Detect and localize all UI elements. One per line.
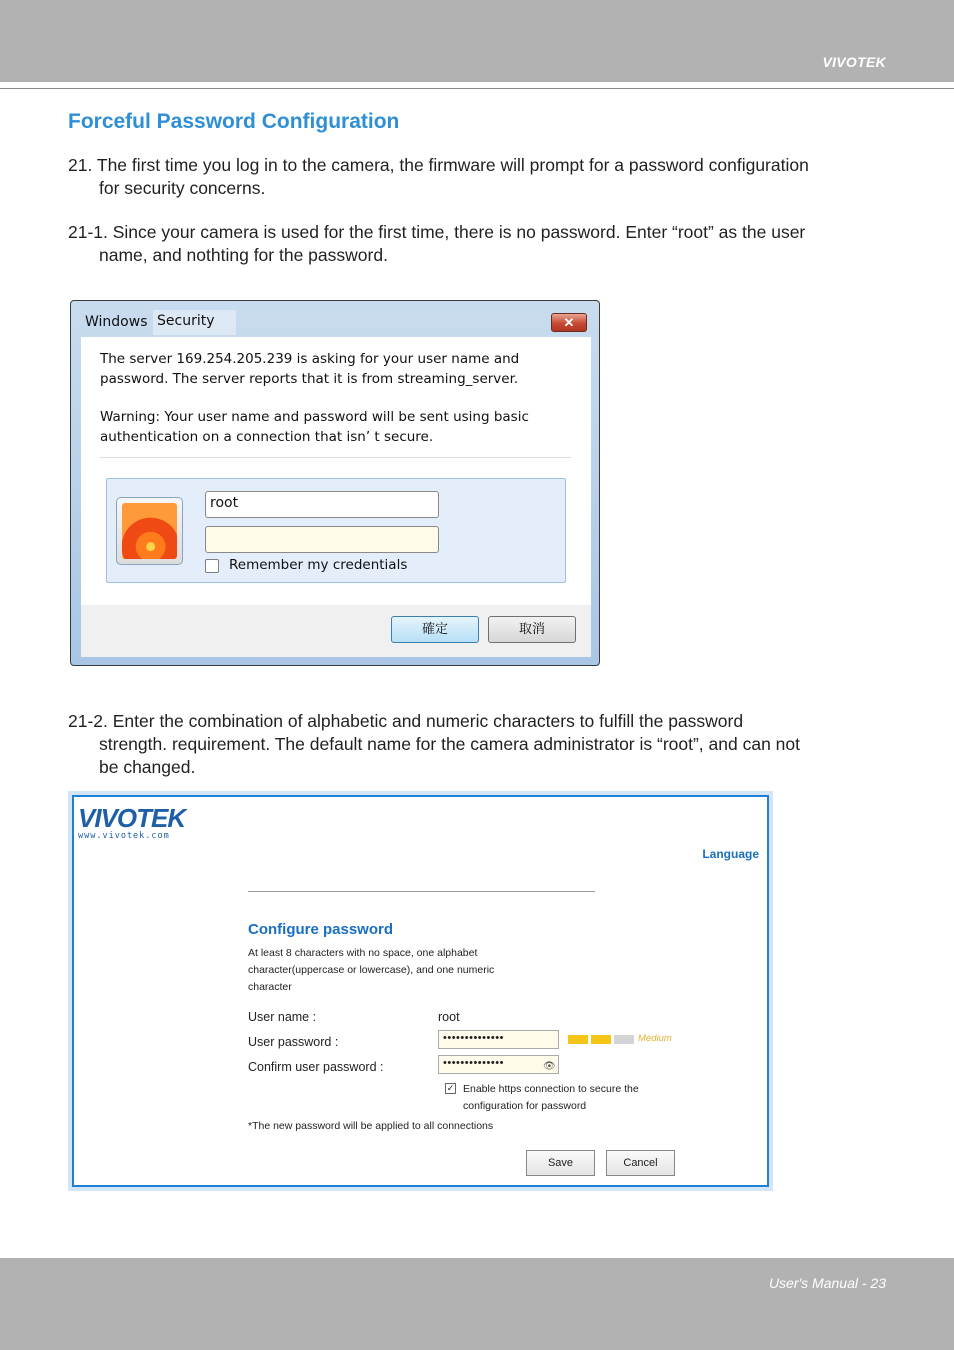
footer-band bbox=[0, 1258, 954, 1350]
dialog-title-security: Security bbox=[153, 310, 236, 335]
https-label bbox=[463, 1081, 653, 1115]
user-name-value: root bbox=[438, 1010, 460, 1024]
remember-label: Remember my credentials bbox=[229, 557, 408, 573]
requirements-line-3: character bbox=[248, 981, 292, 993]
page-number: User's Manual - 23 bbox=[768, 1275, 886, 1291]
header-brand: VIVOTEK bbox=[822, 54, 886, 70]
user-name-label: User name : bbox=[248, 1010, 317, 1024]
paragraph-21-1 bbox=[68, 221, 886, 267]
cancel-button[interactable]: 取消 bbox=[488, 616, 576, 643]
windows-security-dialog bbox=[70, 300, 600, 666]
strength-bar-1 bbox=[568, 1035, 588, 1044]
paragraph-21-1-cont: name, and nothting for the password. bbox=[99, 245, 388, 265]
strength-label: Medium bbox=[638, 1033, 672, 1044]
configure-password-title: Configure password bbox=[248, 921, 394, 938]
requirements-line-2: character(uppercase or lowercase), and one numeric bbox=[248, 964, 495, 976]
vivotek-logo-url: www.vivotek.com bbox=[78, 831, 170, 841]
confirm-password-input[interactable]: •••••••••••••• bbox=[438, 1055, 559, 1074]
vivotek-logo-mark: VIVOTEK bbox=[78, 803, 186, 833]
https-label-line-2: configuration for password bbox=[463, 1100, 587, 1112]
dialog-message-line-2: password. The server reports that it is from streaming_server. bbox=[100, 371, 519, 387]
save-button[interactable]: Save bbox=[526, 1150, 595, 1176]
eye-icon[interactable]: 👁 bbox=[543, 1061, 556, 1072]
dialog-divider bbox=[100, 457, 571, 458]
dialog-message-line-1: The server 169.254.205.239 is asking for your user name and bbox=[100, 351, 520, 367]
dialog-warning-line-2: authentication on a connection that isn’ t secure. bbox=[100, 429, 434, 445]
paragraph-21-2-cont-1: strength. requirement. The default name for the camera administrator is “root”, and can not bbox=[99, 734, 800, 754]
username-input[interactable]: root bbox=[205, 491, 439, 518]
paragraph-21-2-cont-2: be changed. bbox=[99, 757, 196, 777]
paragraph-21-1-lead: 21-1. Since your camera is used for the first time, there is no password. Enter “root” as the user bbox=[68, 222, 806, 242]
https-label-line-1: Enable https connection to secure the bbox=[463, 1083, 639, 1095]
paragraph-21-2-lead: 21-2. Enter the combination of alphabetic and numeric characters to fulfill the password bbox=[68, 711, 744, 731]
user-avatar-icon bbox=[116, 497, 183, 565]
header-rule bbox=[0, 88, 954, 89]
password-note: *The new password will be applied to all connections bbox=[248, 1120, 494, 1132]
user-password-label: User password : bbox=[248, 1035, 339, 1049]
confirm-password-label: Confirm user password : bbox=[248, 1060, 384, 1074]
dialog-message bbox=[100, 349, 580, 389]
password-input[interactable] bbox=[205, 526, 439, 553]
paragraph-21 bbox=[68, 154, 886, 200]
https-checkbox[interactable]: ✓ bbox=[446, 1083, 455, 1093]
vivotek-logo bbox=[78, 803, 185, 841]
dialog-title-windows: Windows bbox=[85, 314, 148, 330]
paragraph-21-cont: for security concerns. bbox=[99, 178, 266, 198]
section-title: Forceful Password Configuration bbox=[68, 110, 400, 133]
remember-checkbox[interactable] bbox=[205, 559, 219, 573]
cancel-config-button[interactable]: Cancel bbox=[606, 1150, 675, 1176]
header-band bbox=[0, 0, 954, 82]
paragraph-21-2 bbox=[68, 710, 886, 779]
strength-bar-3 bbox=[614, 1035, 634, 1044]
close-icon[interactable]: ✕ bbox=[551, 313, 587, 332]
requirements-line-1: At least 8 characters with no space, one alphabet bbox=[248, 947, 478, 959]
dialog-footer bbox=[81, 605, 591, 657]
password-requirements bbox=[248, 945, 508, 996]
dialog-warning-line-1: Warning: Your user name and password will be sent using basic bbox=[100, 409, 529, 425]
paragraph-21-lead: 21. The first time you log in to the camera, the firmware will prompt for a password configuration bbox=[68, 155, 809, 175]
dialog-warning bbox=[100, 407, 580, 447]
configure-password-screenshot bbox=[68, 791, 773, 1191]
configure-password-page bbox=[72, 795, 769, 1187]
dialog-body bbox=[81, 337, 591, 605]
config-divider bbox=[248, 891, 595, 892]
strength-bar-2 bbox=[591, 1035, 611, 1044]
language-link[interactable]: Language bbox=[702, 847, 759, 861]
credential-panel bbox=[106, 478, 566, 583]
user-password-input[interactable]: •••••••••••••• bbox=[438, 1030, 559, 1049]
ok-button[interactable]: 確定 bbox=[391, 616, 479, 643]
